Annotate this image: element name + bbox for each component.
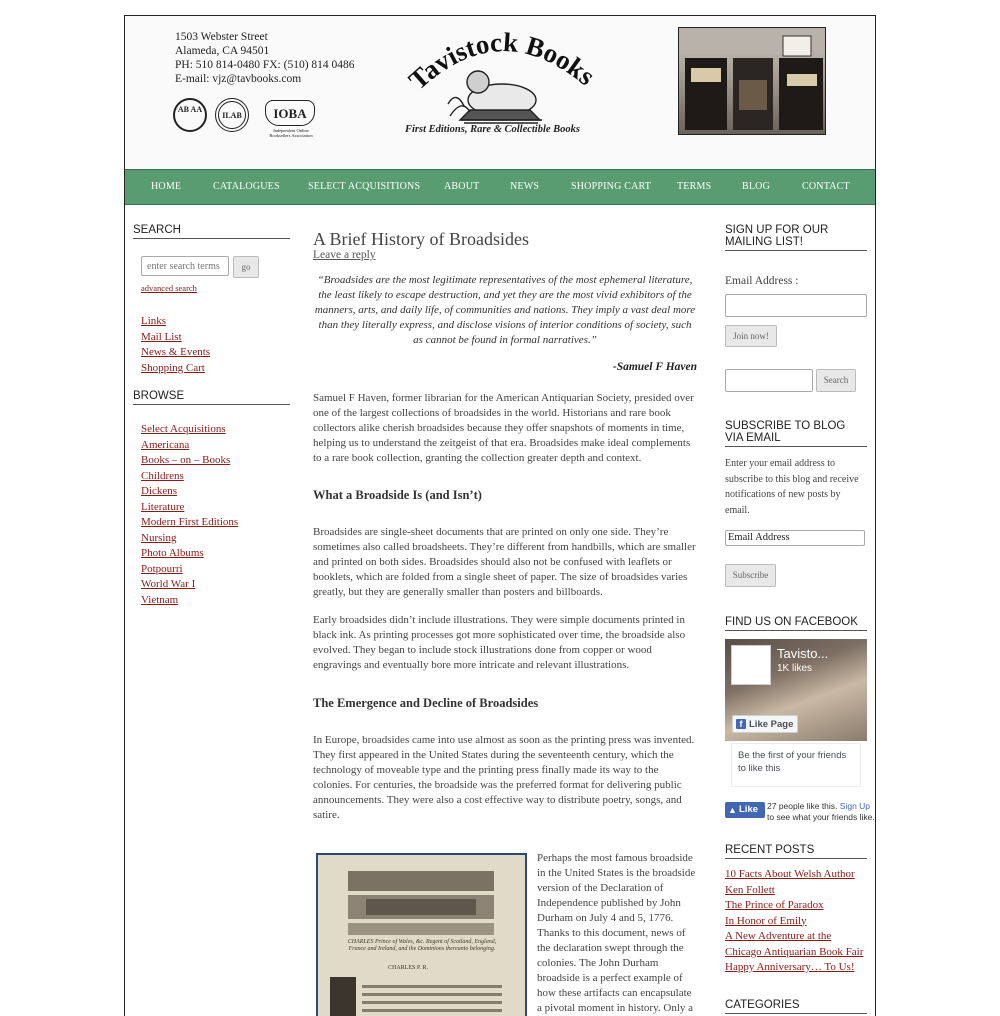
quote-attribution: -Samuel F Haven <box>612 361 697 373</box>
browse-literature[interactable]: Literature <box>141 500 185 513</box>
facebook-like-count: 1K likes <box>777 663 813 674</box>
nav-blog[interactable]: BLOG <box>742 181 771 192</box>
browse-photo-albums[interactable]: Photo Albums <box>141 547 204 559</box>
paragraph-intro: Samuel F Haven, former librarian for the American Antiquarian Society, presided over one of the largest collections of broadsides in the world. Historians and rare book collectors alike cherish broadsides because they offer snapshots of moments in time, helping us to understand the zeitgeist of that era. Broadsides make ideal complements to a rare book collection, granting the collection greater depth and context. <box>313 392 694 464</box>
abaa-badge[interactable]: AB AA <box>173 98 207 132</box>
logo-tagline: First Editions, Rare & Collectible Books <box>405 124 581 135</box>
browse-list <box>141 422 238 608</box>
storefront-photo <box>678 27 826 135</box>
facebook-page-thumbnail <box>731 645 771 685</box>
ioba-badge[interactable] <box>265 100 317 140</box>
broadside-caption: CHARLES Prince of Wales, &c. Regent of Scotland, England, France and Ireland, and the Dominions thereunto belonging. <box>347 939 497 952</box>
paragraph-durham: Perhaps the most famous broadside in the United States is the broadside version of the Declaration of Independence published by John Durham on July 4 and 5, 1776. Thanks to this document, news of the declaration swept through the colonies. The John Durham broadside is a perfect example of how these artifacts can encapsulate a pivotal moment in history. Only a <box>537 852 696 1014</box>
recent-posts-title: RECENT POSTS <box>725 844 867 859</box>
email-label: Email Address : <box>725 275 799 287</box>
facebook-icon: f <box>736 719 746 729</box>
facebook-count-text: 27 people like this. <box>767 801 838 811</box>
paragraph-illustrations: Early broadsides didn’t include illustrations. They were simple documents printed in black ink. As printing processes got more sophisticated over time, the broadside also evolved. They began to include stock illustrations done from copper or wood engravings and eventually bore more intricate and relevant illustrations. <box>313 614 686 671</box>
facebook-friends-note: Be the first of your friends to like this <box>731 743 861 787</box>
main-nav <box>125 169 875 205</box>
browse-modern-first-editions[interactable]: Modern First Editions <box>141 516 239 528</box>
join-now-button[interactable]: Join now! <box>725 325 777 347</box>
facebook-like-page-label: Like Page <box>749 719 794 730</box>
mailing-list-title: SIGN UP FOR OUR MAILING LIST! <box>725 224 867 251</box>
address-city: Alameda, CA 94501 <box>175 45 270 57</box>
facebook-like-button[interactable] <box>725 802 765 818</box>
nav-about[interactable]: ABOUT <box>444 181 480 192</box>
subscribe-email-input[interactable]: Email Address <box>725 530 865 546</box>
browse-potpourri[interactable]: Potpourri <box>141 562 183 575</box>
broadside-image[interactable] <box>316 853 527 1016</box>
address-email[interactable]: E-mail: vjz@tavbooks.com <box>175 73 302 85</box>
recent-post-anniversary[interactable]: Happy Anniversary… To Us! <box>725 961 855 973</box>
browse-select-acquisitions[interactable]: Select Acquisitions <box>141 423 226 435</box>
nav-select-acquisitions[interactable]: SELECT ACQUISITIONS <box>308 181 421 192</box>
nav-catalogues[interactable]: CATALOGUES <box>213 181 280 192</box>
link-news-events[interactable]: News & Events <box>141 346 211 358</box>
thumbs-up-icon: ▲ <box>728 805 737 815</box>
subscribe-text: Enter your email address to subscribe to this blog and receive notifications of new posts by email. <box>725 458 859 516</box>
ilab-badge[interactable]: ILAB <box>215 98 249 132</box>
heading-emergence-decline: The Emergence and Decline of Broadsides <box>313 696 539 710</box>
browse-americana[interactable]: Americana <box>141 438 190 451</box>
address-street: 1503 Webster Street <box>175 31 268 43</box>
browse-books-on-books[interactable]: Books – on – Books <box>141 454 231 466</box>
recent-posts-list <box>725 867 867 976</box>
facebook-signup-link[interactable]: Sign Up <box>839 801 871 811</box>
search-widget-title: SEARCH <box>133 224 290 239</box>
quick-links <box>141 314 210 376</box>
site-logo[interactable] <box>390 20 610 160</box>
facebook-people-count <box>767 801 876 823</box>
broadside-signature: CHARLES P. R. <box>388 965 429 971</box>
link-mail-list[interactable]: Mail List <box>141 330 182 343</box>
nav-news[interactable]: NEWS <box>510 181 540 192</box>
mailing-email-input[interactable] <box>725 294 867 317</box>
facebook-title: FIND US ON FACEBOOK <box>725 616 867 631</box>
nav-home[interactable]: HOME <box>151 181 182 192</box>
link-shopping-cart[interactable]: Shopping Cart <box>141 361 205 374</box>
browse-childrens[interactable]: Childrens <box>141 469 184 482</box>
search-input[interactable]: enter search terms <box>141 256 229 276</box>
recent-post-ken-follett[interactable]: 10 Facts About Welsh Author Ken Follett <box>725 868 855 896</box>
blog-search-button[interactable]: Search <box>816 369 856 392</box>
address-phone: PH: 510 814-0480 FX: (510) 814 0486 <box>175 59 355 71</box>
browse-world-war-i[interactable]: World War I <box>141 578 196 590</box>
go-button[interactable]: go <box>233 256 259 278</box>
browse-vietnam[interactable]: Vietnam <box>141 593 179 606</box>
site-header <box>125 16 875 168</box>
store-address <box>175 30 355 86</box>
nav-shopping-cart[interactable]: SHOPPING CART <box>571 181 652 192</box>
recent-post-chicago-book-fair[interactable]: A New Adventure at the Chicago Antiquarian Book Fair <box>725 930 864 958</box>
paragraph-europe: In Europe, broadsides came into use almost as soon as the printing press was invented. They first appeared in the United States during the seventeenth century, which the technology of moveable type and the printing press finally made its way to the colonies. For centuries, the broadside was the preferred format for delivering public announcements. They were also a cost effective way to distribute poetry, songs, and satire. <box>313 734 695 821</box>
recent-post-prince-of-paradox[interactable]: The Prince of Paradox <box>725 899 824 911</box>
facebook-page-banner[interactable] <box>725 639 867 741</box>
browse-nursing[interactable]: Nursing <box>141 531 177 544</box>
ioba-caption: Independent Online Booksellers Association <box>269 128 313 138</box>
advanced-search-link[interactable]: advanced search <box>141 283 197 293</box>
logo-text: Tavistock Books <box>402 26 601 96</box>
subscribe-button[interactable]: Subscribe <box>725 564 776 587</box>
subscribe-title: SUBSCRIBE TO BLOG VIA EMAIL <box>725 420 867 447</box>
paragraph-definition: Broadsides are single-sheet documents that are printed on only one side. They’re sometimes also called broadsheets. They’re different from handbills, which are smaller and printed on both sides. Broadsides should also not be confused with leaflets or booklets, which are folded from a single sheet of paper. The size of broadsides varies greatly, but they are generally smaller than posters and billboards. <box>313 526 696 598</box>
page-container <box>124 15 876 1016</box>
leave-reply-link[interactable]: Leave a reply <box>313 249 376 261</box>
categories-title: CATEGORIES <box>725 999 867 1014</box>
post-title[interactable]: A Brief History of Broadsides <box>313 229 529 249</box>
facebook-page-name[interactable]: Tavisto... <box>777 646 829 661</box>
facebook-count-tail: to see what your friends like. <box>767 812 875 822</box>
facebook-like-label: Like <box>739 804 759 815</box>
heading-what-a-broadside-is: What a Broadside Is (and Isn’t) <box>313 488 482 502</box>
blog-search-input[interactable] <box>725 369 813 392</box>
facebook-like-page-button[interactable] <box>732 715 798 733</box>
browse-widget-title: BROWSE <box>133 390 290 405</box>
post-quote: “Broadsides are the most legitimate representatives of the most ephemeral literature, the least likely to escape destruction, and yet they are the most vivid exhibitors of the manners, arts, and daily life, of communities and nations. They imply a vast deal more than they literally express, and disclose visions of interior conditions of society, such as cannot be found in formal narratives.” <box>314 274 696 346</box>
nav-contact[interactable]: CONTACT <box>802 181 850 192</box>
nav-terms[interactable]: TERMS <box>677 181 712 192</box>
browse-dickens[interactable]: Dickens <box>141 485 178 497</box>
recent-post-honor-of-emily[interactable]: In Honor of Emily <box>725 914 807 927</box>
lion-emblem-icon <box>448 71 542 123</box>
link-links[interactable]: Links <box>141 315 167 327</box>
ioba-badge-text: IOBA <box>265 100 315 126</box>
